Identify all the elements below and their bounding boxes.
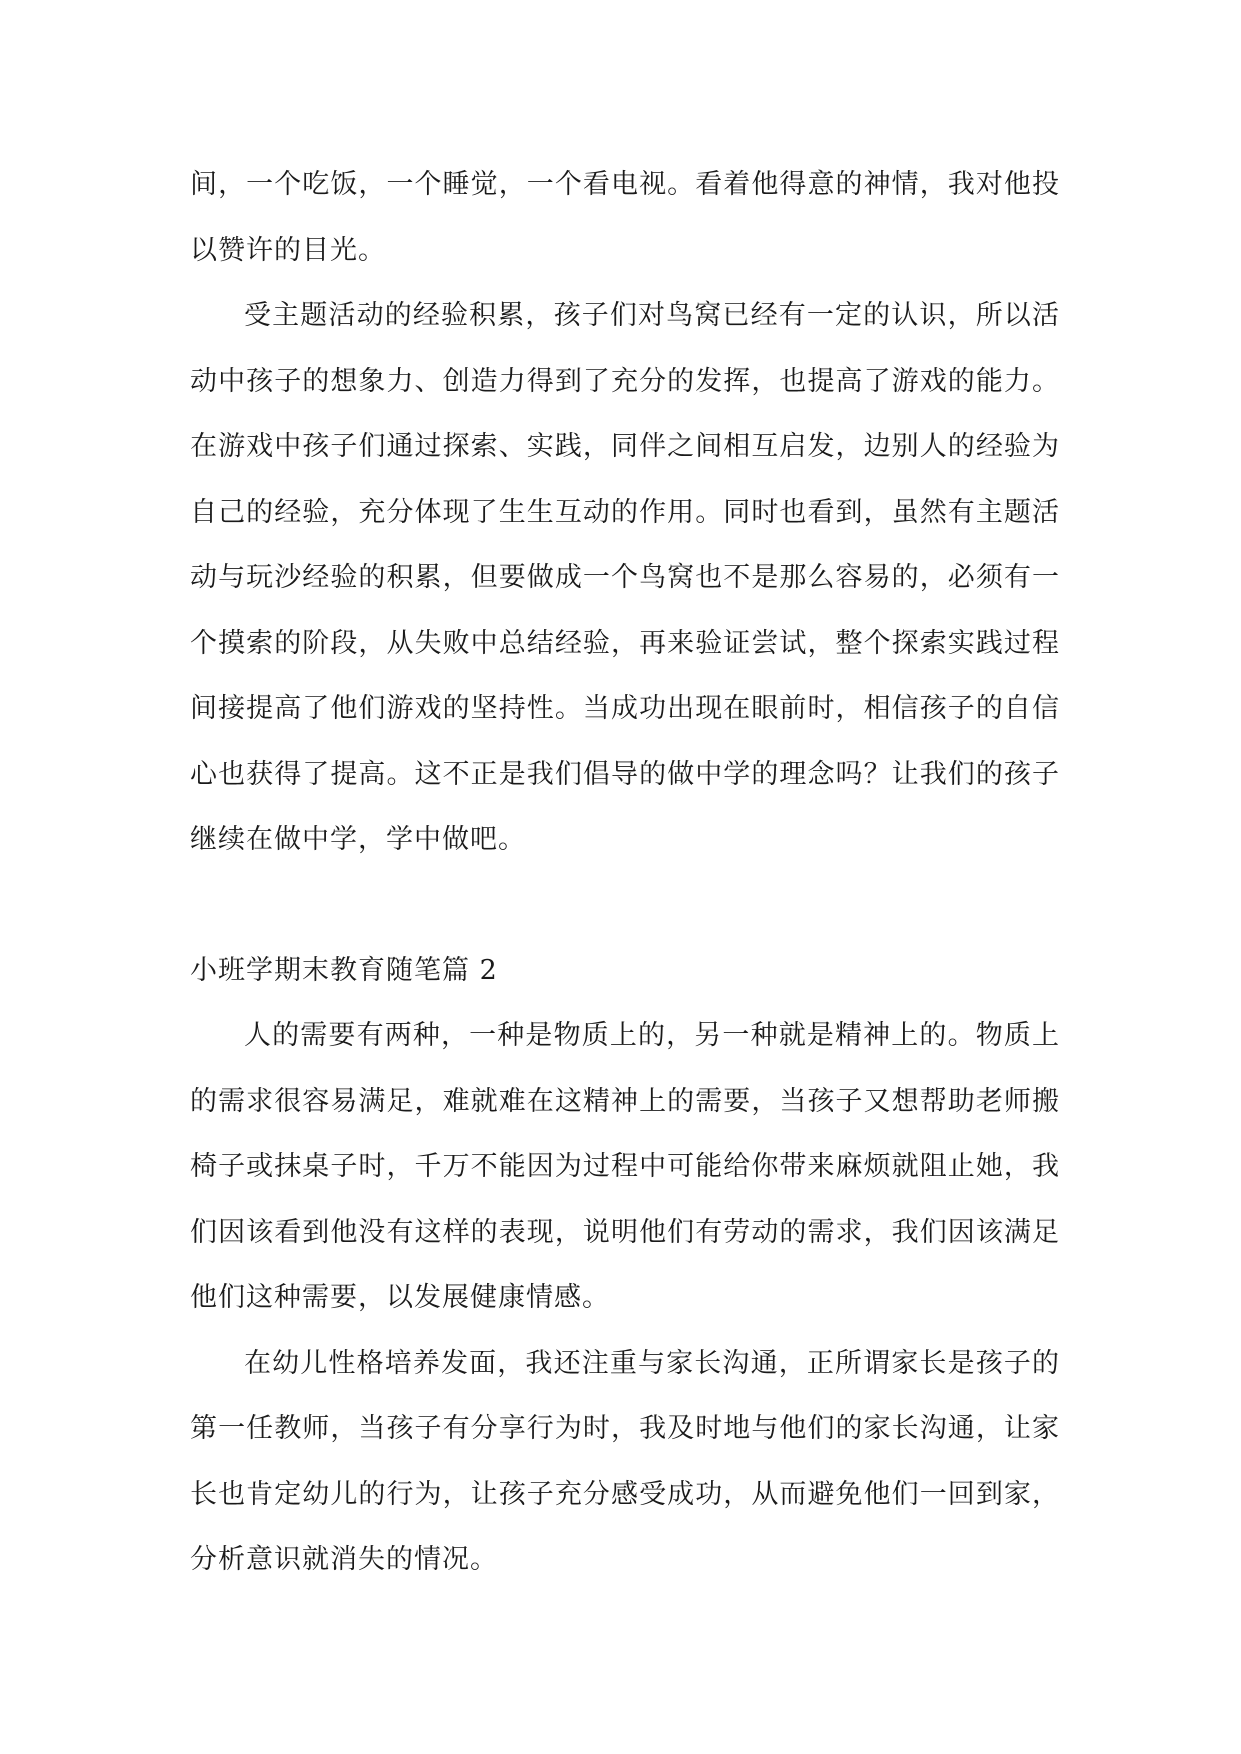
document-body: [190, 152, 1060, 1593]
section-title: 小班学期末教育随笔篇 2: [190, 954, 498, 986]
paragraph-reflection: 受主题活动的经验积累，孩子们对鸟窝已经有一定的认识，所以活动中孩子的想象力、创造力得到了充分的发挥，也提高了游戏的能力。在游戏中孩子们通过探索、实践，同伴之间相互启发，边别人的经验为自己的经验，充分体现了生生互动的作用。同时也看到，虽然有主题活动与玩沙经验的积累，但要做成一个鸟窝也不是那么容易的，必须有一个摸索的阶段，从失败中总结经验，再来验证尝试，整个探索实践过程间接提高了他们游戏的坚持性。当成功出现在眼前时，相信孩子的自信心也获得了提高。这不正是我们倡导的做中学的理念吗？让我们的孩子继续在做中学，学中做吧。: [190, 300, 1060, 855]
paragraph-parent-communication: 在幼儿性格培养发面，我还注重与家长沟通，正所谓家长是孩子的第一任教师，当孩子有分享行为时，我及时地与他们的家长沟通，让家长也肯定幼儿的行为，让孩子充分感受成功，从而避免他们一回到家，分析意识就消失的情况。: [190, 1347, 1060, 1575]
paragraph-needs: 人的需要有两种，一种是物质上的，另一种就是精神上的。物质上的需求很容易满足，难就难在这精神上的需要，当孩子又想帮助老师搬椅子或抹桌子时，千万不能因为过程中可能给你带来麻烦就阻止她，我们因该看到他没有这样的表现，说明他们有劳动的需求，我们因该满足他们这种需要，以发展健康情感。: [190, 1020, 1060, 1313]
paragraph-continuation: 间，一个吃饭，一个睡觉，一个看电视。看着他得意的神情，我对他投以赞许的目光。: [190, 169, 1060, 266]
